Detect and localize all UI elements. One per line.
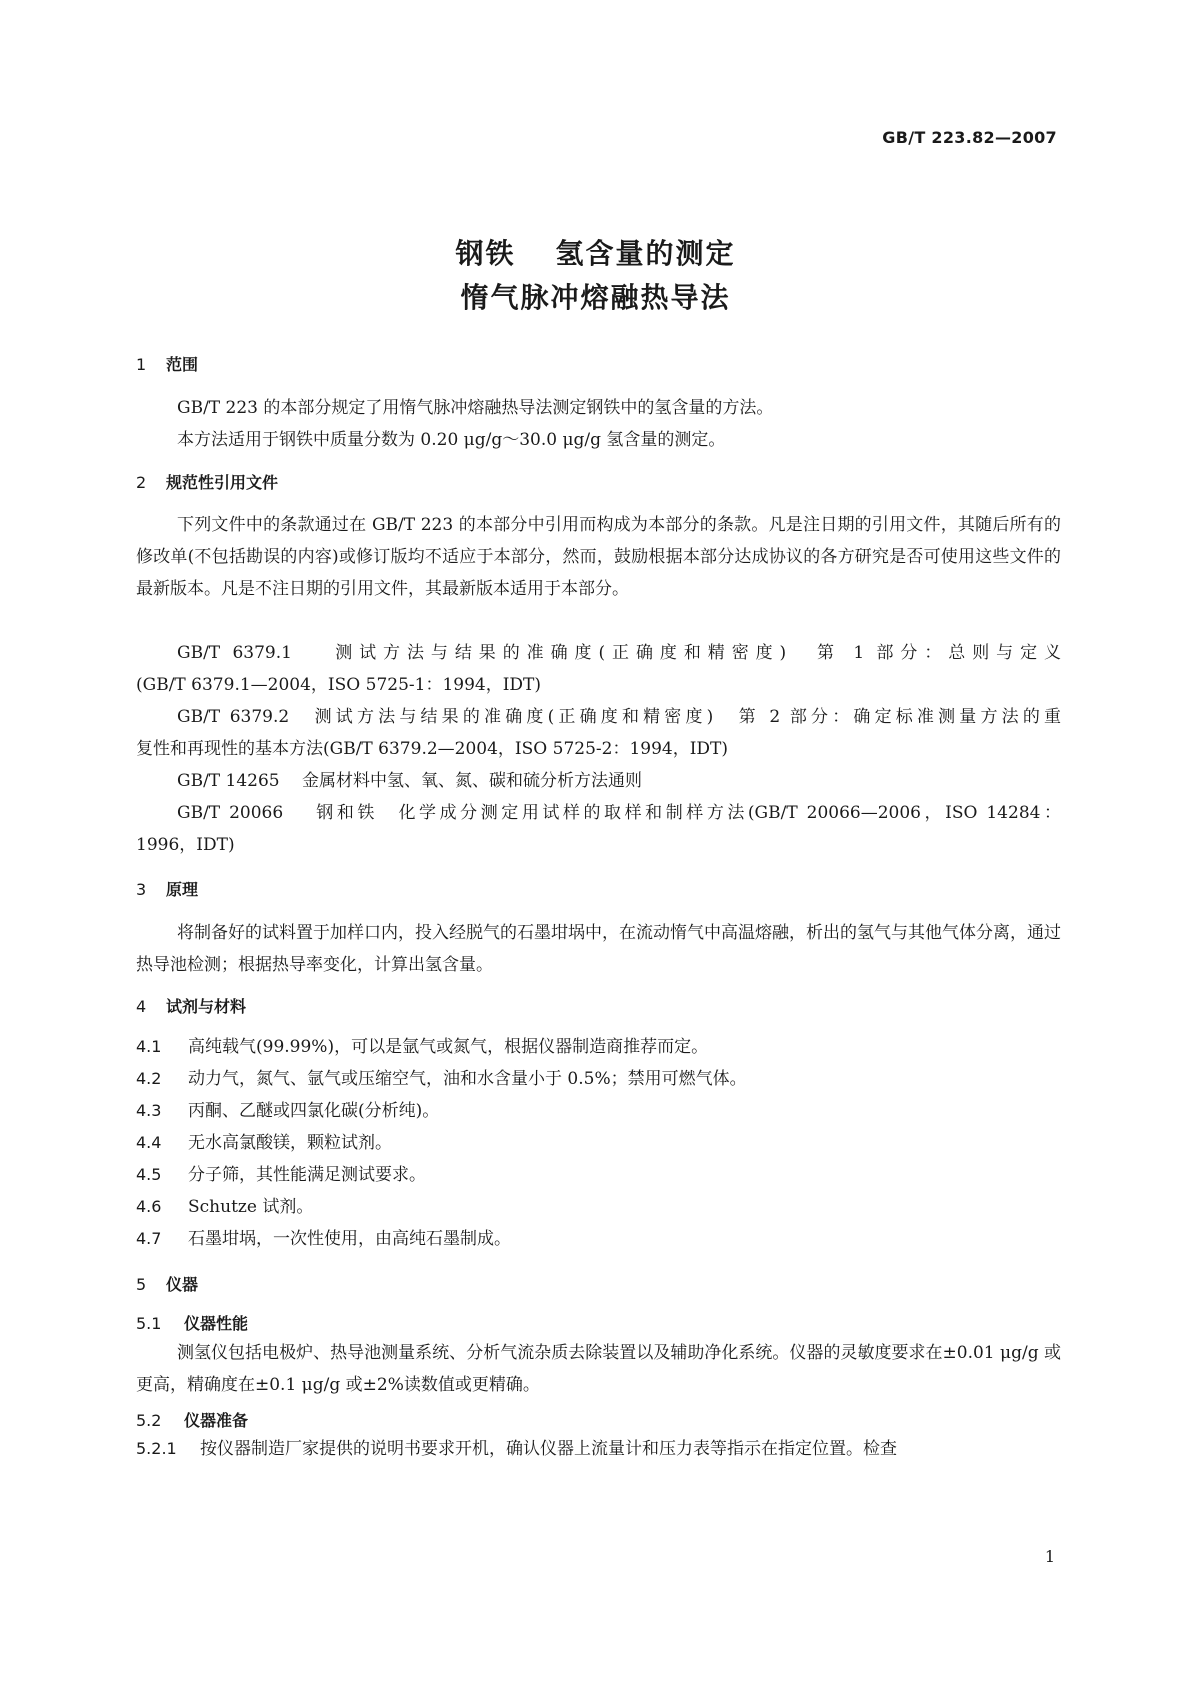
- reference-title: 钢和铁 化学成分测定用试样的取样和制样方法(GB/T 20066—2006，ISO 14284：: [316, 803, 1062, 823]
- page-number: 1: [1044, 1547, 1055, 1566]
- list-item: [136, 1128, 392, 1153]
- item-text: 丙酮、乙醚或四氯化碳(分析纯)。: [188, 1101, 440, 1121]
- reference-3: [136, 765, 1061, 797]
- subsection-5-1-heading: [136, 1311, 248, 1334]
- list-item: [136, 1064, 747, 1089]
- section-title: 范围: [166, 355, 199, 374]
- subsection-5-2-heading: [136, 1408, 248, 1431]
- reference-title: 金属材料中氢、氧、氮、碳和硫分析方法通则: [302, 771, 643, 791]
- section-title: 仪器: [166, 1275, 199, 1294]
- section-number: 2: [136, 473, 147, 492]
- clause-5-2-1: [136, 1434, 897, 1459]
- item-number: 4.7: [136, 1229, 162, 1248]
- list-item: [136, 1032, 708, 1057]
- subsection-5-1-paragraph: 测氢仪包括电极炉、热导池测量系统、分析气流杂质去除装置以及辅助净化系统。仪器的灵敏度要求在±0.01 μg/g 或更高，精确度在±0.1 μg/g 或±2%读数值或更精确。: [136, 1343, 1061, 1395]
- section-number: 5: [136, 1275, 147, 1294]
- item-number: 4.5: [136, 1165, 162, 1184]
- item-number: 4.3: [136, 1101, 162, 1120]
- reference-code: GB/T 6379.1: [177, 643, 292, 663]
- section-1-paragraph-2: 本方法适用于钢铁中质量分数为 0.20 μg/g～30.0 μg/g 氢含量的测定。: [177, 430, 726, 450]
- subsection-title: 仪器性能: [184, 1314, 249, 1333]
- reference-continuation: 1996，IDT): [136, 835, 235, 855]
- item-text: 分子筛，其性能满足测试要求。: [188, 1165, 426, 1185]
- section-1-heading: [136, 352, 198, 375]
- reference-title: 测试方法与结果的准确度(正确度和精密度) 第 2 部分：确定标准测量方法的重: [314, 707, 1062, 727]
- item-text: 高纯载气(99.99%)，可以是氩气或氮气，根据仪器制造商推荐而定。: [188, 1037, 709, 1057]
- clause-text: 按仪器制造厂家提供的说明书要求开机，确认仪器上流量计和压力表等指示在指定位置。检查: [200, 1439, 897, 1459]
- list-item: [136, 1224, 511, 1249]
- item-text: 无水高氯酸镁，颗粒试剂。: [188, 1133, 392, 1153]
- title-part-b: 氢含量的测定: [555, 237, 736, 270]
- item-text: 动力气，氮气、氩气或压缩空气，油和水含量小于 0.5%；禁用可燃气体。: [188, 1069, 747, 1089]
- title-part-a: 钢铁: [455, 237, 516, 270]
- section-3-heading: [136, 877, 198, 900]
- section-title: 试剂与材料: [166, 997, 247, 1016]
- item-number: 4.1: [136, 1037, 162, 1056]
- list-item: [136, 1160, 426, 1185]
- standard-code: GB/T 223.82—2007: [882, 128, 1057, 147]
- subsection-number: 5.1: [136, 1314, 162, 1333]
- section-2-heading: [136, 470, 278, 493]
- section-1-paragraph-1: GB/T 223 的本部分规定了用惰气脉冲熔融热导法测定钢铁中的氢含量的方法。: [177, 398, 774, 418]
- item-text: Schutze 试剂。: [188, 1197, 314, 1217]
- reference-code: GB/T 14265: [177, 771, 280, 791]
- reference-4: [136, 797, 1061, 861]
- section-5-heading: [136, 1272, 198, 1295]
- section-number: 3: [136, 880, 147, 899]
- reference-code: GB/T 6379.2: [177, 707, 290, 727]
- reference-continuation: (GB/T 6379.1—2004，ISO 5725-1：1994，IDT): [136, 675, 542, 695]
- list-item: [136, 1192, 313, 1217]
- reference-continuation: 复性和再现性的基本方法(GB/T 6379.2—2004，ISO 5725-2：1994，IDT): [136, 739, 729, 759]
- subsection-title: 仪器准备: [184, 1411, 249, 1430]
- reference-title: 测试方法与结果的准确度(正确度和精密度) 第 1 部分：总则与定义: [335, 643, 1062, 663]
- title-line-2: 惰气脉冲熔融热导法: [460, 281, 731, 314]
- subsection-number: 5.2: [136, 1411, 162, 1430]
- title-line-1: [0, 232, 1191, 272]
- reference-1: [136, 637, 1061, 701]
- item-number: 4.2: [136, 1069, 162, 1088]
- section-title: 原理: [166, 880, 199, 899]
- section-number: 1: [136, 355, 147, 374]
- clause-number: 5.2.1: [136, 1439, 177, 1458]
- section-2-intro: 下列文件中的条款通过在 GB/T 223 的本部分中引用而构成为本部分的条款。凡是注日期的引用文件，其随后所有的修改单(不包括勘误的内容)或修订版均不适应于本部分，然而，鼓励根据本部分达成协议的各方研究是否可使用这些文件的最新版本。凡是不注日期的引用文件，其最新版本适用于本部分。: [136, 515, 1061, 599]
- item-number: 4.4: [136, 1133, 162, 1152]
- reference-2: [136, 701, 1061, 765]
- section-number: 4: [136, 997, 147, 1016]
- reference-code: GB/T 20066: [177, 803, 284, 823]
- list-item: [136, 1096, 439, 1121]
- section-3-paragraph: 将制备好的试料置于加样口内，投入经脱气的石墨坩埚中，在流动惰气中高温熔融，析出的氢气与其他气体分离，通过热导池检测；根据热导率变化，计算出氢含量。: [136, 923, 1061, 975]
- item-number: 4.6: [136, 1197, 162, 1216]
- section-4-heading: [136, 994, 246, 1017]
- item-text: 石墨坩埚，一次性使用，由高纯石墨制成。: [188, 1229, 511, 1249]
- section-title: 规范性引用文件: [166, 473, 279, 492]
